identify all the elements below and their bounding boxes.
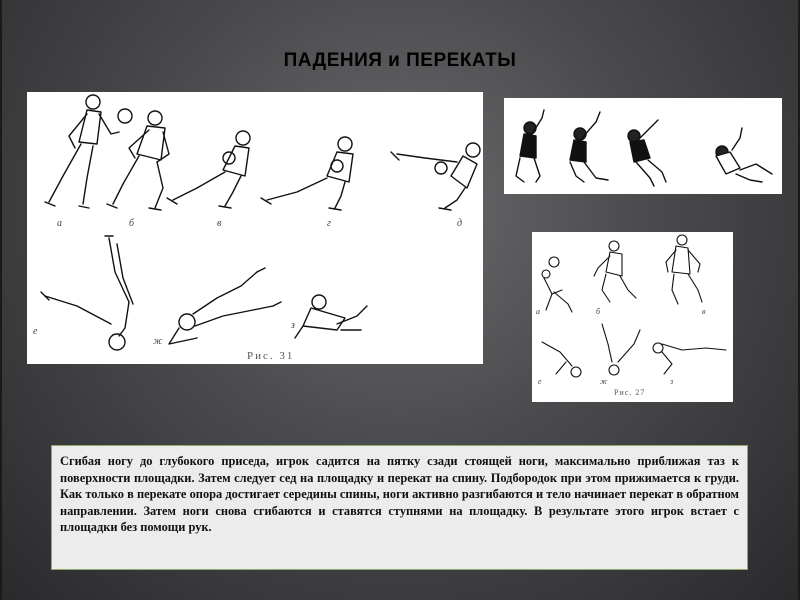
svg-text:е: е: [538, 377, 542, 386]
volleyball-icon-small: [549, 257, 559, 267]
svg-text:ж: ж: [600, 377, 608, 386]
photo-figure-3: [628, 120, 666, 186]
svg-text:в: в: [217, 218, 222, 229]
svg-text:г: г: [327, 218, 331, 229]
svg-text:ж: ж: [153, 336, 163, 347]
player-figure-v: [167, 131, 250, 208]
player-figure-g: [261, 137, 353, 210]
small-figure-e: [542, 342, 581, 377]
player-figure-e: [41, 236, 133, 350]
svg-text:е: е: [33, 326, 38, 337]
small-figure-zh: [602, 324, 640, 375]
photo-strip-roll: [504, 98, 782, 194]
slide-title: ПАДЕНИЯ и ПЕРЕКАТЫ: [283, 50, 517, 71]
player-figure-d: [391, 143, 480, 210]
player-figure-b: [107, 111, 169, 210]
svg-text:з: з: [670, 377, 674, 386]
player-figure-zh: [169, 268, 281, 344]
small-figure-b: [594, 241, 636, 302]
svg-text:а: а: [536, 307, 540, 316]
small-figure-v: [666, 235, 702, 304]
figure-caption-main: Рис. 31: [247, 350, 295, 362]
svg-text:б: б: [129, 218, 135, 229]
small-figure-a: [542, 270, 572, 312]
photo-figure-2: [570, 112, 608, 182]
player-figure-a: [45, 95, 119, 208]
figure-falls-sequence: [27, 92, 483, 364]
small-figure-z: [653, 343, 726, 374]
photo-figure-4: [716, 128, 772, 182]
figure-caption-small: Рис. 27: [614, 388, 646, 397]
volleyball-icon: [118, 109, 132, 123]
svg-text:а: а: [57, 218, 62, 229]
slide-left-edge: [0, 0, 2, 600]
svg-text:б: б: [596, 307, 601, 316]
svg-text:в: в: [702, 307, 706, 316]
figure-falls-small: [532, 232, 733, 402]
photo-figure-1: [516, 110, 544, 182]
player-figure-z: [295, 295, 367, 338]
description-box: [51, 445, 748, 570]
svg-text:з: з: [291, 320, 295, 331]
svg-text:д: д: [457, 218, 463, 229]
description-text: Сгибая ногу до глубокого приседа, игрок садится на пятку сзади стоящей ноги, максимально приближая таз к поверхности площадки. Затем следует сед на площадку и перекат на спину. Подбородок при этом прижимается к груди. Как только в перекате опора достигает середины спины, ноги активно разгибаются и тело начинает перекат в обратном направлении. Затем ноги снова сгибаются и ставятся ступнями на площадку. В результате этого игрок встает с площадки без помощи рук.: [60, 454, 739, 535]
